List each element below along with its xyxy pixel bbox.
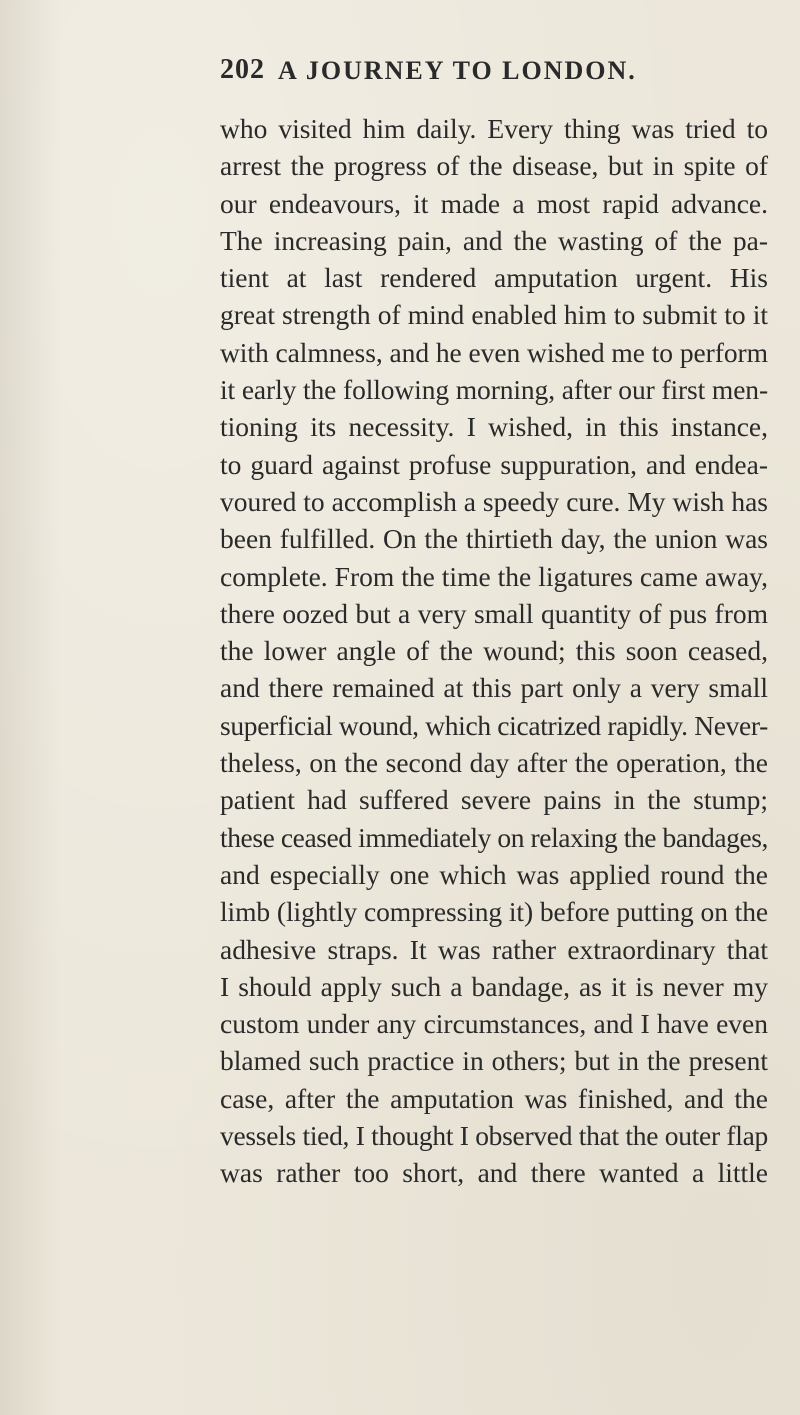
page-gutter-shadow xyxy=(0,0,60,1415)
text-line: who visited him daily. Every thing was tried to xyxy=(220,113,768,144)
text-line: complete. From the time the ligatures came away, xyxy=(220,560,768,592)
text-line: limb (lightly compressing it) before putting on the xyxy=(220,896,768,928)
text-line: adhesive straps. It was rather extraordinary that xyxy=(220,933,768,965)
text-line: vessels tied, I thought I observed that the outer flap xyxy=(220,1120,768,1152)
running-head: A JOURNEY TO LONDON. xyxy=(278,56,637,85)
text-line: theless, on the second day after the operation, the xyxy=(220,747,768,779)
text-line: these ceased immediately on relaxing the bandages, xyxy=(220,821,768,853)
text-line: there oozed but a very small quantity of pus from xyxy=(220,597,768,629)
text-line: with calmness, and he even wished me to perform xyxy=(220,336,768,368)
page-number: 202 xyxy=(220,54,265,85)
text-line: patient had suffered severe pains in the stump; xyxy=(220,784,768,816)
text-line: I should apply such a bandage, as it is never my xyxy=(220,970,768,1002)
page-header xyxy=(220,54,720,94)
text-line: The increasing pain, and the wasting of the pa- xyxy=(220,224,768,256)
text-line: arrest the progress of the disease, but in spite of xyxy=(220,150,768,182)
text-line: tioning its necessity. I wished, in this instance, xyxy=(220,411,768,443)
text-line: great strength of mind enabled him to submit to it xyxy=(220,299,768,331)
body-text xyxy=(220,110,768,1192)
text-line: tient at last rendered amputation urgent. His xyxy=(220,262,768,294)
text-line: our endeavours, it made a most rapid advance. xyxy=(220,187,768,219)
text-line: it early the following morning, after our first men- xyxy=(220,374,768,406)
text-line: was rather too short, and there wanted a little xyxy=(220,1157,768,1189)
text-line: to guard against profuse suppuration, and endea- xyxy=(220,448,768,480)
text-line: case, after the amputation was finished, and the xyxy=(220,1082,768,1114)
text-line: and especially one which was applied round the xyxy=(220,858,768,890)
text-line: voured to accomplish a speedy cure. My wish has xyxy=(220,485,768,517)
text-line: been fulfilled. On the thirtieth day, the union was xyxy=(220,523,768,555)
text-line: and there remained at this part only a very small xyxy=(220,672,768,704)
text-line: the lower angle of the wound; this soon ceased, xyxy=(220,635,768,667)
text-line: custom under any circumstances, and I have even xyxy=(220,1008,768,1040)
text-line: blamed such practice in others; but in the present xyxy=(220,1045,768,1077)
text-line: superficial wound, which cicatrized rapidly. Never- xyxy=(220,709,768,741)
